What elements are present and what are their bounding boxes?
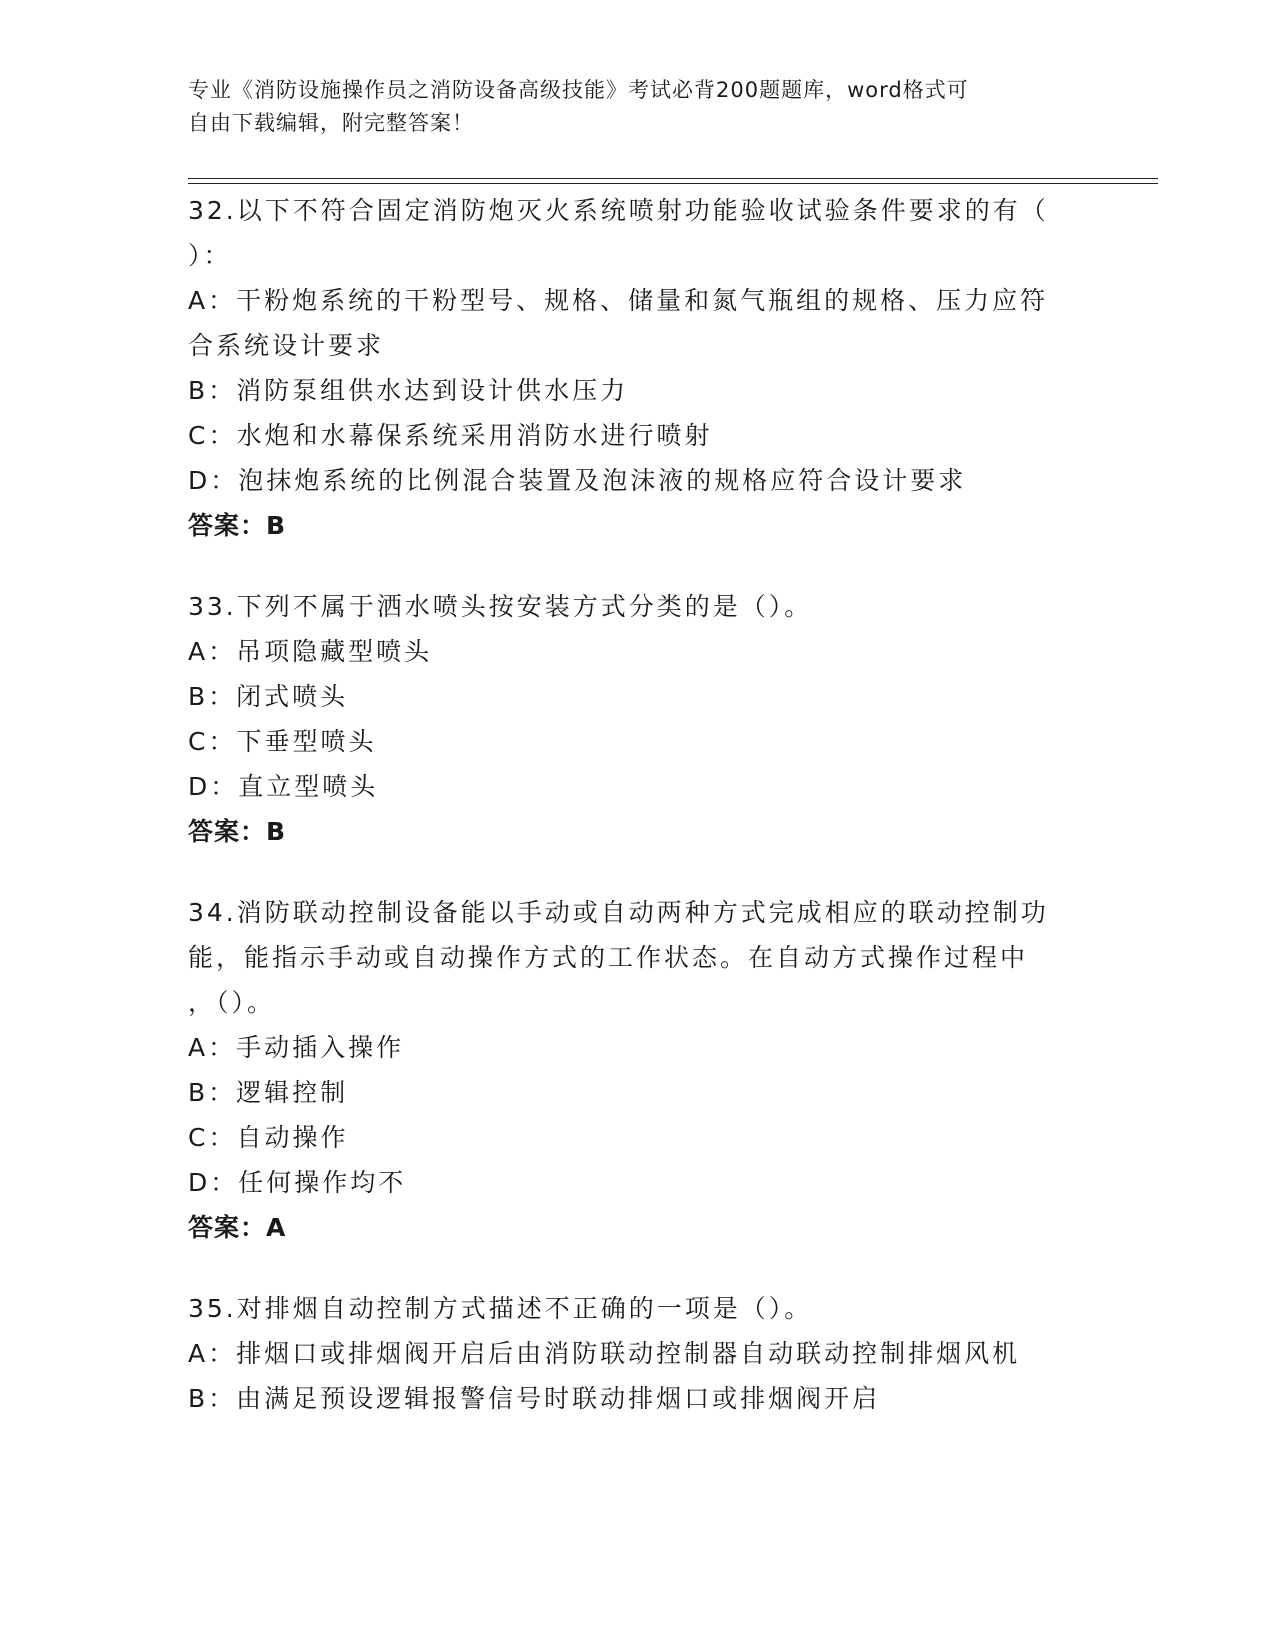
answer-option [188, 1025, 1088, 1070]
header-line-1: 专业《消防设施操作员之消防设备高级技能》考试必背200题题库，word格式可 [188, 78, 969, 102]
answer-option [188, 413, 1088, 458]
question-block [188, 1286, 1088, 1421]
answer-option-line: C：自动操作 [188, 1123, 349, 1152]
answer-option [188, 368, 1088, 413]
answer-option [188, 674, 1088, 719]
answer-option [188, 1331, 1088, 1376]
question-block [188, 890, 1088, 1250]
answer-option-line: B：逻辑控制 [188, 1078, 349, 1107]
question-stem-line: 34.消防联动控制设备能以手动或自动两种方式完成相应的联动控制功 [188, 898, 1049, 927]
header-divider-bottom [188, 183, 1158, 184]
answer-option [188, 1070, 1088, 1115]
question-block [188, 188, 1088, 548]
answer-option [188, 458, 1088, 503]
answer-key: 答案：B [188, 817, 287, 846]
answer-key: 答案：A [188, 1213, 287, 1242]
answer-option-line: B：由满足预设逻辑报警信号时联动排烟口或排烟阀开启 [188, 1384, 881, 1413]
answer-option-line: D：任何操作均不 [188, 1168, 407, 1197]
question-stem-line: 能，能指示手动或自动操作方式的工作状态。在自动方式操作过程中 [188, 943, 1029, 972]
answer-option-line: C：水炮和水幕保系统采用消防水进行喷射 [188, 421, 713, 450]
question-stem [188, 890, 1088, 1025]
question-stem [188, 188, 1088, 278]
header-line-2: 自由下载编辑，附完整答案！ [188, 111, 474, 135]
header-divider-top [188, 178, 1158, 179]
question-stem-line: 35.对排烟自动控制方式描述不正确的一项是（）。 [188, 1294, 813, 1323]
answer-option [188, 1115, 1088, 1160]
answer-option-line: D：直立型喷头 [188, 772, 379, 801]
question-list [188, 188, 1088, 1457]
answer-option-line: A：排烟口或排烟阀开启后由消防联动控制器自动联动控制排烟风机 [188, 1339, 1021, 1368]
answer-option-line: D：泡抹炮系统的比例混合装置及泡沫液的规格应符合设计要求 [188, 466, 967, 495]
answer-option [188, 719, 1088, 764]
answer-option [188, 1376, 1088, 1421]
question-stem [188, 584, 1088, 629]
question-stem-line: ）： [188, 241, 232, 270]
answer-option [188, 1160, 1088, 1205]
answer-option-line: C：下垂型喷头 [188, 727, 377, 756]
question-stem-line: 33.下列不属于洒水喷头按安装方式分类的是（）。 [188, 592, 813, 621]
answer-option-line: A：干粉炮系统的干粉型号、规格、储量和氮气瓶组的规格、压力应符 [188, 286, 1049, 315]
document-header [188, 74, 1088, 140]
answer-option-line: A：吊项隐藏型喷头 [188, 637, 433, 666]
question-block [188, 584, 1088, 854]
question-stem-line: ，（）。 [188, 988, 276, 1017]
answer-option [188, 629, 1088, 674]
answer-option [188, 278, 1088, 368]
answer-option [188, 764, 1088, 809]
question-stem [188, 1286, 1088, 1331]
answer-option-line: A：手动插入操作 [188, 1033, 405, 1062]
answer-option-line: B：消防泵组供水达到设计供水压力 [188, 376, 629, 405]
answer-option-line: 合系统设计要求 [188, 331, 385, 360]
answer-option-line: B：闭式喷头 [188, 682, 349, 711]
question-stem-line: 32.以下不符合固定消防炮灭火系统喷射功能验收试验条件要求的有（ [188, 196, 1049, 225]
answer-key: 答案：B [188, 511, 287, 540]
